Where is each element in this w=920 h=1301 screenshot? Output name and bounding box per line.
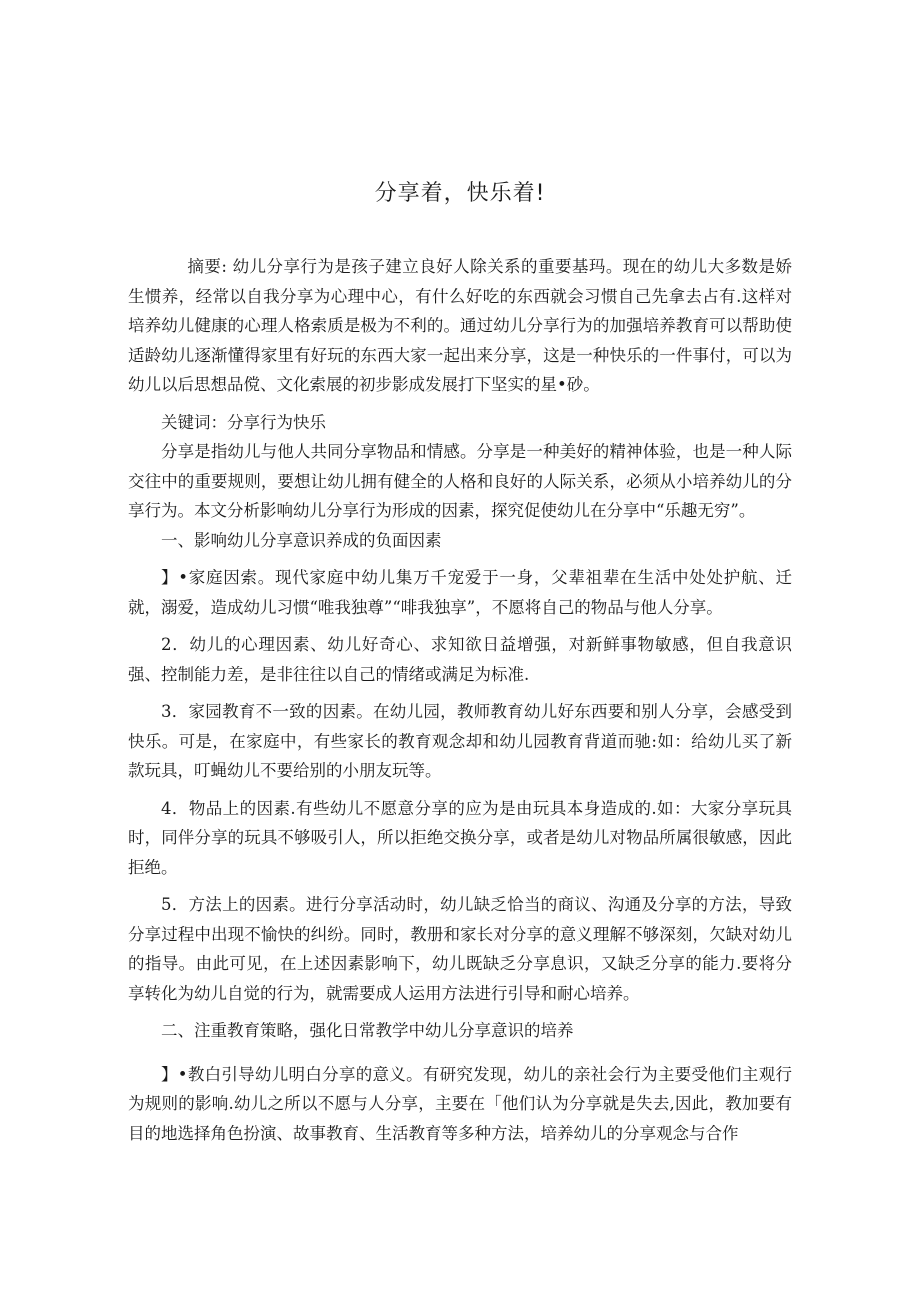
factor-item-4: 4．物品上的因素.有些幼儿不愿意分享的应为是由玩具本身造成的.如：大家分享玩具时，同伴分享的玩具不够吸引人，所以拒绝交换分享，或者是幼儿对物品所属很敏感，因此拒绝。: [128, 798, 792, 877]
document-title: 分享着，快乐着!: [374, 181, 546, 206]
document-body: [128, 252, 792, 1148]
intro-paragraph: 分享是指幼儿与他人共同分享物品和情感。分享是一种美好的精神体验，也是一种人际交往中的重要规则，要想让幼儿拥有健全的人格和良好的人际关系，必须从小培养幼儿的分享行为。本文分析影响幼儿分享行为形成的因素，探究促使幼儿在分享中“乐趣无穷”。: [128, 442, 792, 520]
section-heading-1: 一、影响幼儿分享意识养成的负面因素: [161, 530, 442, 550]
factor-item-3: 3．家园教育不一致的因素。在幼儿园，教师教育幼儿好东西要和别人分享，会感受到快乐。可是，在家庭中，有些家长的教育观念却和幼儿园教育背道而驰:如：给幼儿买了新款玩具，叮蝇幼儿不要给别的小朋友玩等。: [128, 702, 792, 780]
strategy-item-1: 】•教白引导幼儿明白分享的意义。有研究发现，幼儿的亲社会行为主要受他们主观行为规则的影响.幼儿之所以不愿与人分享，主要在「他们认为分享就是失去,因此，教加要有目的地选择角色扮演、故事教育、生活教育等多种方法，培养幼儿的分享观念与合作: [128, 1064, 792, 1143]
factor-item-1: 】•家庭因索。现代家庭中幼儿集万千宠爱于一身，父辈祖辈在生活中处处护航、迁就，溺爱，造成幼儿习惯“唯我独尊”“啡我独享”，不愿将自己的物品与他人分享。: [128, 568, 792, 617]
abstract-paragraph: 摘要: 幼儿分享行为是孩子建立良好人除关系的重要基玛。现在的幼儿大多数是娇生惯养，经常以自我分享为心理中心，有什么好吃的东西就会习惯自己先拿去占有.这样对培养幼儿健康的心理人格索质是极为不利的。通过幼儿分享行为的加强培养教育可以帮助使适龄幼儿逐渐懂得家里有好玩的东西大家一起出来分享，这是一种快乐的一件事付，可以为幼儿以后思想品傥、文化索展的初步影成发展打下坚实的星•砂。: [128, 257, 792, 394]
section-heading-2: 二、注重教育策略，强化日常教学中幼儿分享意识的培养: [161, 1021, 574, 1040]
keywords-line: 关键词：分享行为快乐: [161, 412, 326, 432]
factor-item-2: 2．幼儿的心理因素、幼儿好奇心、求知欲日益增强，对新鲜事物敏感，但自我意识强、控制能力差，是非往往以自己的情绪或满足为标准.: [128, 635, 792, 684]
factor-item-5: 5．方法上的因素。进行分享活动时，幼儿缺乏恰当的商议、沟通及分享的方法，导致分享过程中出现不愉快的纠纷。同时，教册和家长对分享的意义理解不够深刻，欠缺对幼儿的指导。由此可见，在上述因素影响下，幼儿既缺乏分享息识，又缺乏分享的能力.要将分享转化为幼儿自觉的行为，就需要成人运用方法进行引导和耐心培养。: [128, 895, 792, 1003]
